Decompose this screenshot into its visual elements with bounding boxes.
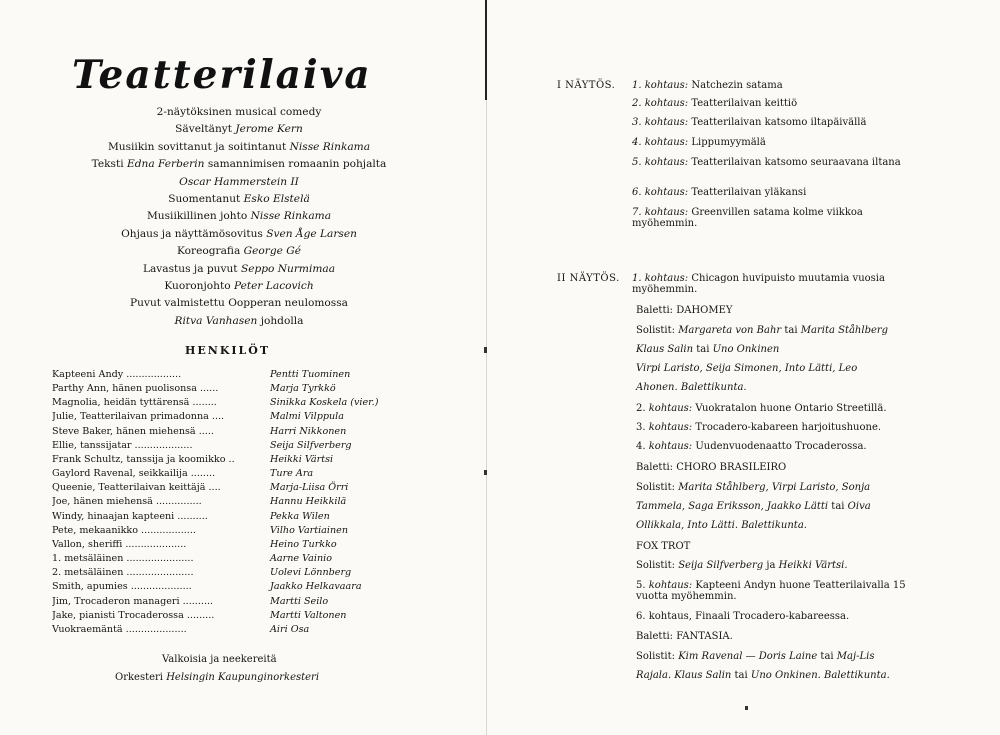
cast-row — [52, 580, 442, 594]
cast-actor: Ture Ara — [270, 468, 314, 480]
choir-line: Valkoisia ja neekereitä — [162, 654, 277, 665]
cast-actor: Airi Osa — [270, 623, 310, 635]
cast-row — [52, 382, 442, 396]
cast-actor: Pentti Tuominen — [270, 369, 351, 380]
cast-actor: Pekka Wilen — [270, 510, 330, 522]
cast-row — [52, 495, 442, 509]
cast-row — [52, 595, 442, 609]
cast-role: 1. metsäläinen ...................... — [52, 553, 194, 565]
cast-row — [52, 623, 442, 637]
cast-row — [52, 467, 442, 481]
cast-role: Jim, Trocaderon manageri .......... — [52, 595, 214, 607]
cast-role: Jake, pianisti Trocaderossa ......... — [52, 609, 215, 621]
cast-role: Julie, Teatterilaivan primadonna .... — [52, 411, 225, 423]
act1-scene: 5. kohtaus: Teatterilaivan katsomo seuraavana iltana — [632, 157, 901, 168]
credit-line: Ohjaus ja näyttämösovitus Sven Åge Larsen — [121, 227, 357, 240]
act1-scene: 4. kohtaus: Lippumyymälä — [632, 137, 766, 148]
act2-scene-4: 4. kohtaus: Uudenvuodenaatto Trocaderossa. — [636, 441, 867, 452]
soloists-1c: Virpi Laristo, Seija Simonen, Into Lätti, Leo — [636, 363, 858, 374]
cast-actor: Malmi Vilppula — [270, 411, 344, 423]
credit-line: Kuoronjohto Peter Lacovich — [164, 280, 314, 293]
credits-block — [40, 104, 438, 330]
cast-role: Windy, hinaajan kapteeni .......... — [52, 510, 208, 522]
soloists-2b: Tammela, Saga Eriksson, Jaakko Lätti tai Oiva — [636, 501, 871, 512]
cast-role: Kapteeni Andy .................. — [52, 369, 182, 380]
cast-row — [52, 609, 442, 623]
cast-actor: Sinikka Koskela (vier.) — [270, 397, 379, 409]
cast-actor: Martti Valtonen — [270, 609, 347, 621]
soloists-4b: Rajala. Klaus Salin tai Uno Onkinen. Balettikunta. — [636, 670, 890, 681]
soloists-1b: Klaus Salin tai Uno Onkinen — [636, 344, 780, 355]
soloists-3: Solistit: Seija Silfverberg ja Heikki Värtsi. — [636, 560, 848, 571]
cast-role: Gaylord Ravenal, seikkailija ........ — [52, 468, 216, 480]
cast-heading: HENKILÖT — [185, 344, 271, 357]
cast-row — [52, 510, 442, 524]
cast-row — [52, 425, 442, 439]
cast-role: Smith, apumies .................... — [52, 581, 192, 593]
act2-scene-5: 5. kohtaus: Kapteeni Andyn huone Teatterilaivalla 15 vuotta myöhemmin. — [636, 580, 906, 603]
ballet-dahomey: Baletti: DAHOMEY — [636, 305, 733, 316]
act2-scene-2: 2. kohtaus: Vuokratalon huone Ontario Streetillä. — [636, 403, 887, 414]
cast-actor: Jaakko Helkavaara — [270, 581, 362, 593]
cast-list — [52, 368, 442, 637]
left-page — [0, 0, 486, 735]
cast-role: Parthy Ann, hänen puolisonsa ...... — [52, 383, 219, 395]
cast-actor: Uolevi Lönnberg — [270, 567, 352, 579]
credit-line: Suomentanut Esko Elstelä — [168, 193, 310, 206]
act1-scene: 2. kohtaus: Teatterilaivan keittiö — [632, 98, 798, 109]
cast-role: Vallon, sheriffi .................... — [52, 538, 187, 550]
act1-scene: 3. kohtaus: Teatterilaivan katsomo iltapäivällä — [632, 117, 867, 128]
cast-row — [52, 552, 442, 566]
cast-row — [52, 524, 442, 538]
cast-role: Vuokraemäntä .................... — [52, 623, 187, 635]
cast-row — [52, 453, 442, 467]
cast-actor: Harri Nikkonen — [270, 425, 347, 437]
foxtrot-label: FOX TROT — [636, 541, 691, 552]
cast-row — [52, 439, 442, 453]
credit-line: Lavastus ja puvut Seppo Nurmimaa — [142, 262, 336, 275]
cast-row — [52, 481, 442, 495]
cast-row — [52, 410, 442, 424]
program-title: Teatterilaiva — [72, 52, 372, 98]
cast-role: Pete, mekaanikko .................. — [52, 524, 196, 536]
cast-actor: Heino Turkko — [270, 538, 337, 550]
act2-label: II NÄYTÖS. — [557, 273, 620, 284]
cast-actor: Aarne Vainio — [270, 553, 332, 565]
ink-speck — [745, 706, 748, 710]
cast-actor: Martti Seilo — [270, 595, 329, 607]
credit-line: Puvut valmistettu Oopperan neulomossa — [130, 297, 348, 310]
cast-actor: Seija Silfverberg — [270, 439, 352, 451]
credit-line: Oscar Hammerstein II — [179, 175, 299, 188]
cast-row — [52, 566, 442, 580]
act1-scene: 1. kohtaus: Natchezin satama — [632, 80, 783, 91]
soloists-1d: Ahonen. Balettikunta. — [636, 382, 747, 393]
credit-line: Koreografia George Gé — [177, 245, 301, 258]
cast-role: 2. metsäläinen ...................... — [52, 567, 194, 579]
ballet-choro: Baletti: CHORO BRASILEIRO — [636, 462, 787, 473]
credit-line: Musiikin sovittanut ja soitintanut Nisse Rinkama — [107, 140, 371, 153]
cast-role: Frank Schultz, tanssija ja koomikko .. — [52, 453, 235, 465]
cast-actor: Vilho Vartiainen — [270, 524, 349, 536]
cast-role: Ellie, tanssijatar ................... — [52, 439, 193, 451]
ballet-fantasia: Baletti: FANTASIA. — [636, 631, 733, 642]
act2-scene-1: 1. kohtaus: Chicagon huvipuisto muutamia vuosia myöhemmin. — [632, 273, 885, 296]
act1-scene: 6. kohtaus: Teatterilaivan yläkansi — [632, 187, 807, 198]
act1-label: I NÄYTÖS. — [557, 80, 616, 91]
cast-role: Steve Baker, hänen miehensä ..... — [52, 425, 214, 437]
cast-actor: Hannu Heikkilä — [270, 496, 347, 508]
cast-role: Queenie, Teatterilaivan keittäjä .... — [52, 482, 221, 494]
cast-actor: Heikki Värtsi — [270, 453, 334, 465]
cast-actor: Marja-Liisa Örri — [270, 482, 349, 494]
cast-row — [52, 538, 442, 552]
orchestra-line: Orkesteri Helsingin Kaupunginorkesteri — [115, 672, 320, 683]
page-fold — [486, 0, 487, 735]
credit-line: Säveltänyt Jerome Kern — [175, 123, 303, 136]
cast-role: Magnolia, heidän tyttärensä ........ — [52, 397, 217, 409]
credit-line: Ritva Vanhasen johdolla — [174, 314, 304, 327]
cast-role: Joe, hänen miehensä ............... — [52, 496, 202, 508]
act2-scene-3: 3. kohtaus: Trocadero-kabareen harjoitushuone. — [636, 422, 882, 433]
soloists-2c: Ollikkala, Into Lätti. Balettikunta. — [636, 520, 807, 531]
act1-scene: 7. kohtaus: Greenvillen satama kolme viikkoa myöhemmin. — [632, 207, 863, 230]
soloists-2a: Solistit: Marita Ståhlberg, Virpi Laristo, Sonja — [636, 482, 871, 493]
cast-row — [52, 396, 442, 410]
credit-line: 2-näytöksinen musical comedy — [156, 106, 322, 118]
soloists-1a: Solistit: Margareta von Bahr tai Marita Ståhlberg — [636, 325, 889, 336]
soloists-4a: Solistit: Kim Ravenal — Doris Laine tai Maj-Lis — [636, 651, 875, 662]
cast-actor: Marja Tyrkkö — [270, 383, 336, 395]
credit-line: Teksti Edna Ferberin samannimisen romaanin pohjalta — [91, 158, 387, 171]
credit-line: Musiikillinen johto Nisse Rinkama — [146, 210, 332, 223]
act2-scene-6: 6. kohtaus, Finaali Trocadero-kabareessa. — [636, 611, 850, 622]
cast-row — [52, 368, 442, 382]
